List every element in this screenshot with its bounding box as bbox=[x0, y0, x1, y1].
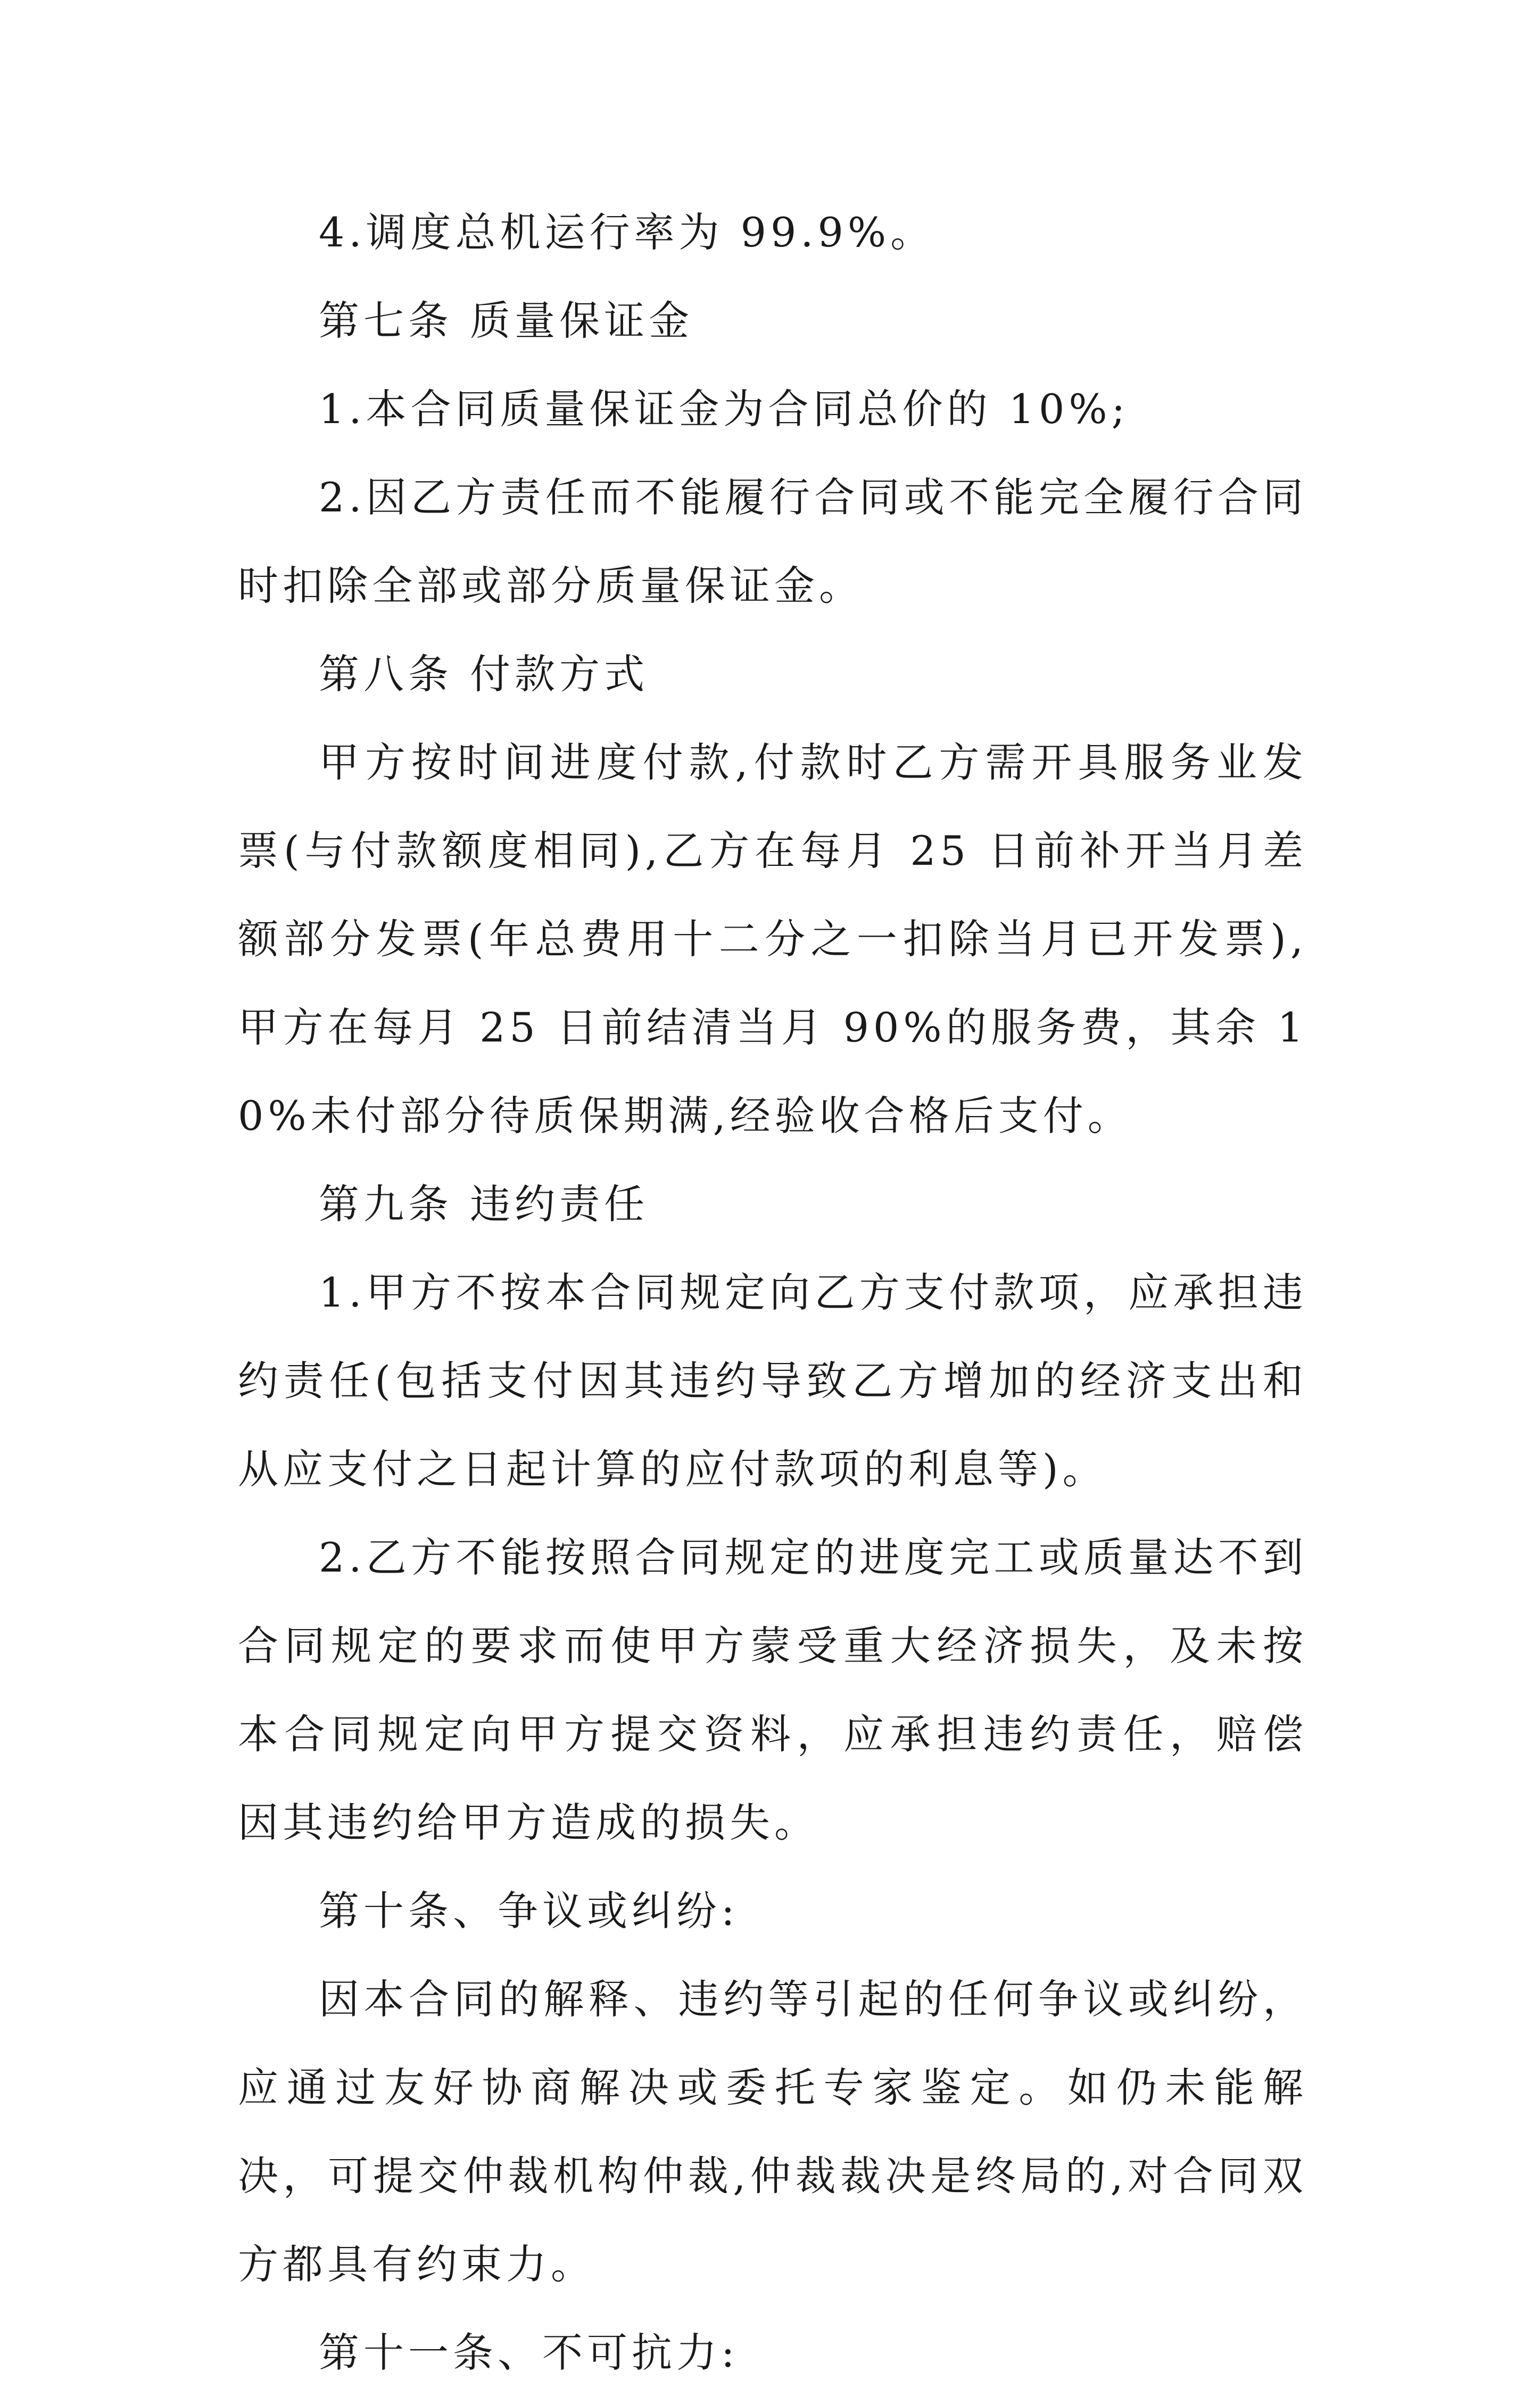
article-8-body: 甲方按时间进度付款,付款时乙方需开具服务业发票(与付款额度相同),乙方在每月 25 日前补开当月差额部分发票(年总费用十二分之一扣除当月已开发票),甲方在每月 25 日前结清当月 90%的服务费，其余 10%未付部分待质保期满,经验收合格后支付。 bbox=[238, 739, 1307, 1139]
article-8-heading: 第八条 付款方式 bbox=[319, 650, 649, 698]
article-7-heading: 第七条 质量保证金 bbox=[319, 297, 694, 344]
article-9-heading: 第九条 违约责任 bbox=[319, 1180, 649, 1228]
article-7-clause-1: 1.本合同质量保证金为合同总价的 10%; bbox=[319, 385, 1130, 433]
document-body bbox=[238, 188, 1307, 2397]
article-10-heading: 第十条、争议或纠纷: bbox=[319, 1887, 739, 1935]
article-11-heading: 第十一条、不可抗力: bbox=[319, 2329, 739, 2376]
paragraph-item-4: 4.调度总机运行率为 99.9%。 bbox=[319, 209, 935, 256]
article-9-clause-1: 1.甲方不按本合同规定向乙方支付款项，应承担违约责任(包括支付因其违约导致乙方增加的经济支出和从应支付之日起计算的应付款项的利息等)。 bbox=[238, 1269, 1307, 1493]
article-10-body: 因本合同的解释、违约等引起的任何争议或纠纷，应通过友好协商解决或委托专家鉴定。如仍未能解决，可提交仲裁机构仲裁,仲裁裁决是终局的,对合同双方都具有约束力。 bbox=[238, 1976, 1307, 2288]
article-9-clause-2: 2.乙方不能按照合同规定的进度完工或质量达不到合同规定的要求而使甲方蒙受重大经济损失，及未按本合同规定向甲方提交资料，应承担违约责任，赔偿因其违约给甲方造成的损失。 bbox=[238, 1534, 1307, 1846]
article-7-clause-2: 2.因乙方责任而不能履行合同或不能完全履行合同时扣除全部或部分质量保证金。 bbox=[238, 474, 1307, 609]
